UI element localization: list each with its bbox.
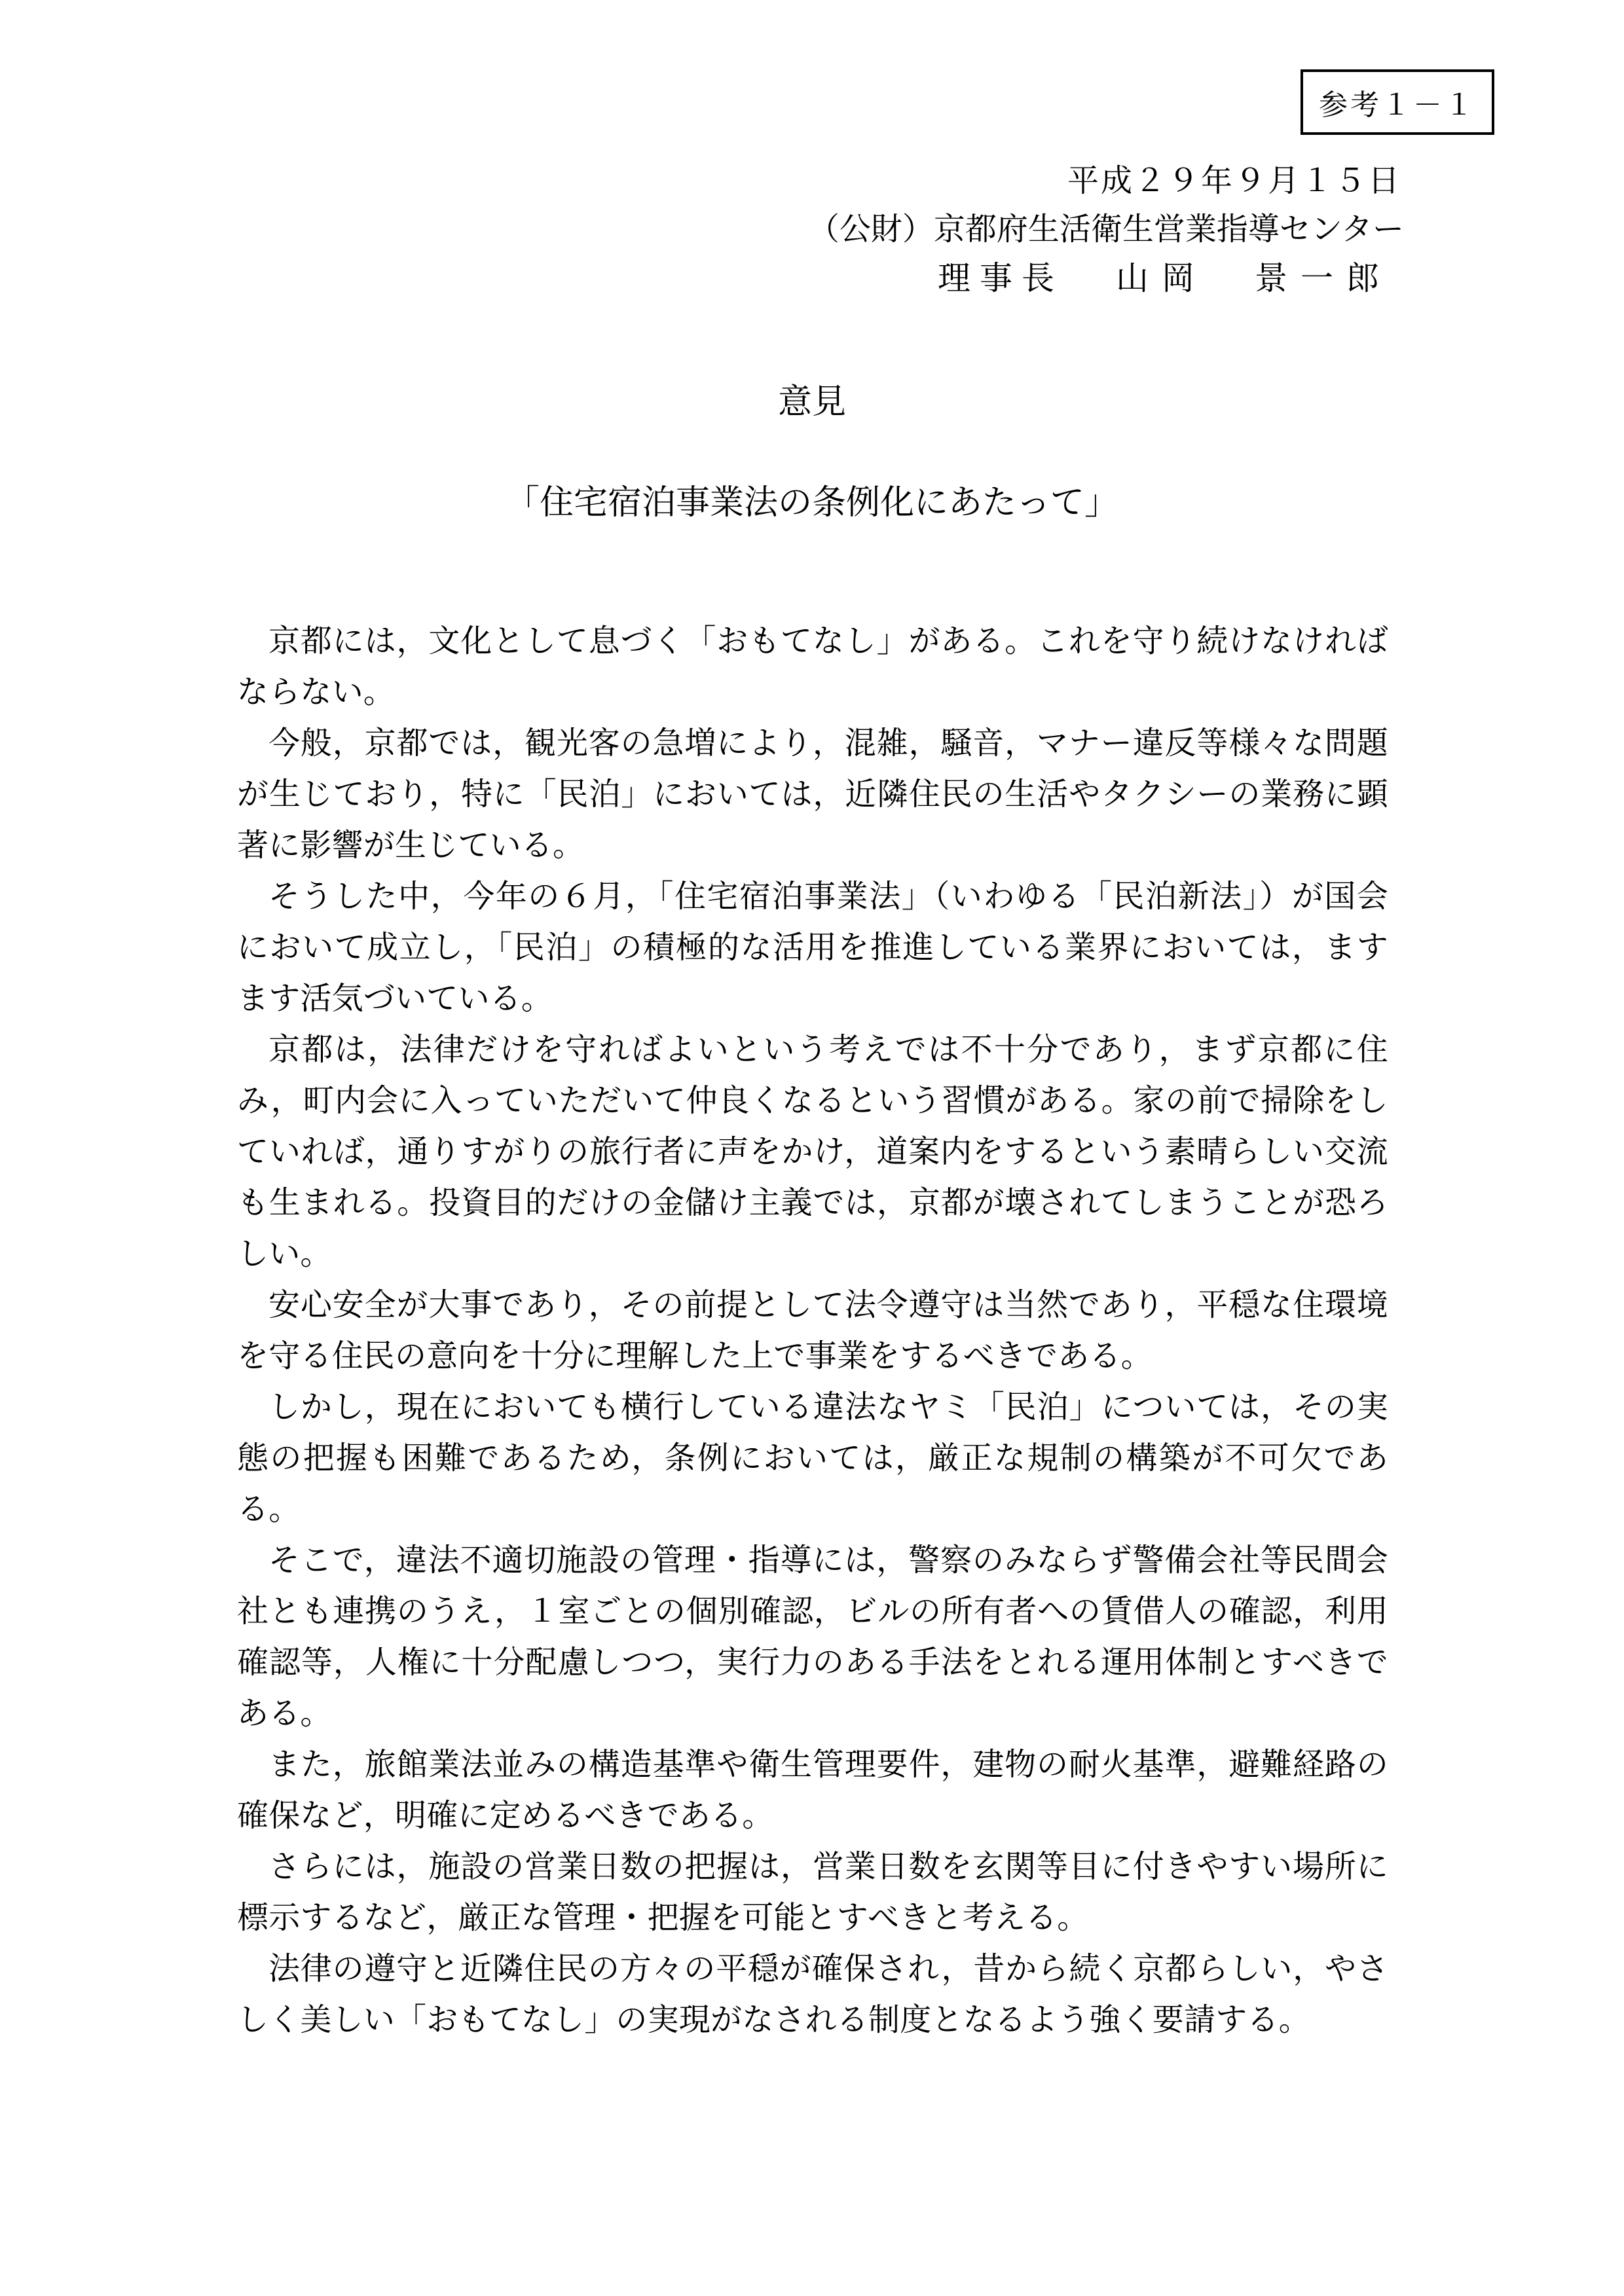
document-subtitle: 「住宅宿泊事業法の条例化にあたって」 xyxy=(505,483,1118,522)
document-body xyxy=(237,615,1388,2045)
body-paragraph: そこで，違法不適切施設の管理・指導には，警察のみならず警備会社等民間会社とも連携のうえ，１室ごとの個別確認，ビルの所有者への賃借人の確認，利用確認等，人権に十分配慮しつつ，実行力のある手法をとれる運用体制とすべきである。 xyxy=(237,1542,1388,1732)
body-paragraph: 法律の遵守と近隣住民の方々の平穏が確保され，昔から続く京都らしい，やさしく美しい「おもてなし」の実現がなされる制度となるよう強く要請する。 xyxy=(237,1950,1388,2038)
document-date: 平成２９年９月１５日 xyxy=(1067,162,1401,199)
body-paragraph: 京都は，法律だけを守ればよいという考えでは不十分であり，まず京都に住み，町内会に入っていただいて仲良くなるという習慣がある。家の前で掃除をしていれば，通りすがりの旅行者に声をかけ，道案内をするという素晴らしい交流も生まれる。投資目的だけの金儲け主義では，京都が壊されてしまうことが恐ろしい。 xyxy=(237,1031,1389,1272)
reference-label-box xyxy=(1301,69,1494,135)
body-paragraph: 安心安全が大事であり，その前提として法令遵守は当然であり，平穏な住環境を守る住民の意向を十分に理解した上で事業をするべきである。 xyxy=(237,1286,1388,1374)
document-title: 意見 xyxy=(777,382,846,422)
body-paragraph: 今般，京都では，観光客の急増により，混雑，騒音，マナー違反等様々な問題が生じており，特に「民泊」においては，近隣住民の生活やタクシーの業務に顕著に影響が生じている。 xyxy=(237,725,1389,864)
sender-position: 理事長 xyxy=(938,259,1063,297)
body-paragraph: 京都には，文化として息づく「おもてなし」がある。これを守り続けなければならない。 xyxy=(237,623,1388,710)
body-paragraph: さらには，施設の営業日数の把握は，営業日数を玄関等目に付きやすい場所に標示するなど，厳正な管理・把握を可能とすべきと考える。 xyxy=(237,1848,1388,1936)
sender-signature xyxy=(938,259,1392,297)
sender-given-name: 景一郎 xyxy=(1255,259,1392,297)
body-paragraph: そうした中，今年の６月，「住宅宿泊事業法」（いわゆる「民泊新法」）が国会において成立し，「民泊」の積極的な活用を推進している業界においては，ますます活気づいている。 xyxy=(237,878,1389,1017)
sender-surname: 山岡 xyxy=(1116,259,1208,297)
body-paragraph: また，旅館業法並みの構造基準や衛生管理要件，建物の耐火基準，避難経路の確保など，明確に定めるべきである。 xyxy=(237,1746,1388,1834)
body-paragraph: しかし，現在においても横行している違法なヤミ「民泊」については，その実態の把握も困難であるため，条例においては，厳正な規制の構築が不可欠である。 xyxy=(237,1389,1388,1527)
sender-organization: （公財）京都府生活衛生営業指導センター xyxy=(807,211,1404,247)
reference-label: 参考１－１ xyxy=(1319,88,1476,122)
